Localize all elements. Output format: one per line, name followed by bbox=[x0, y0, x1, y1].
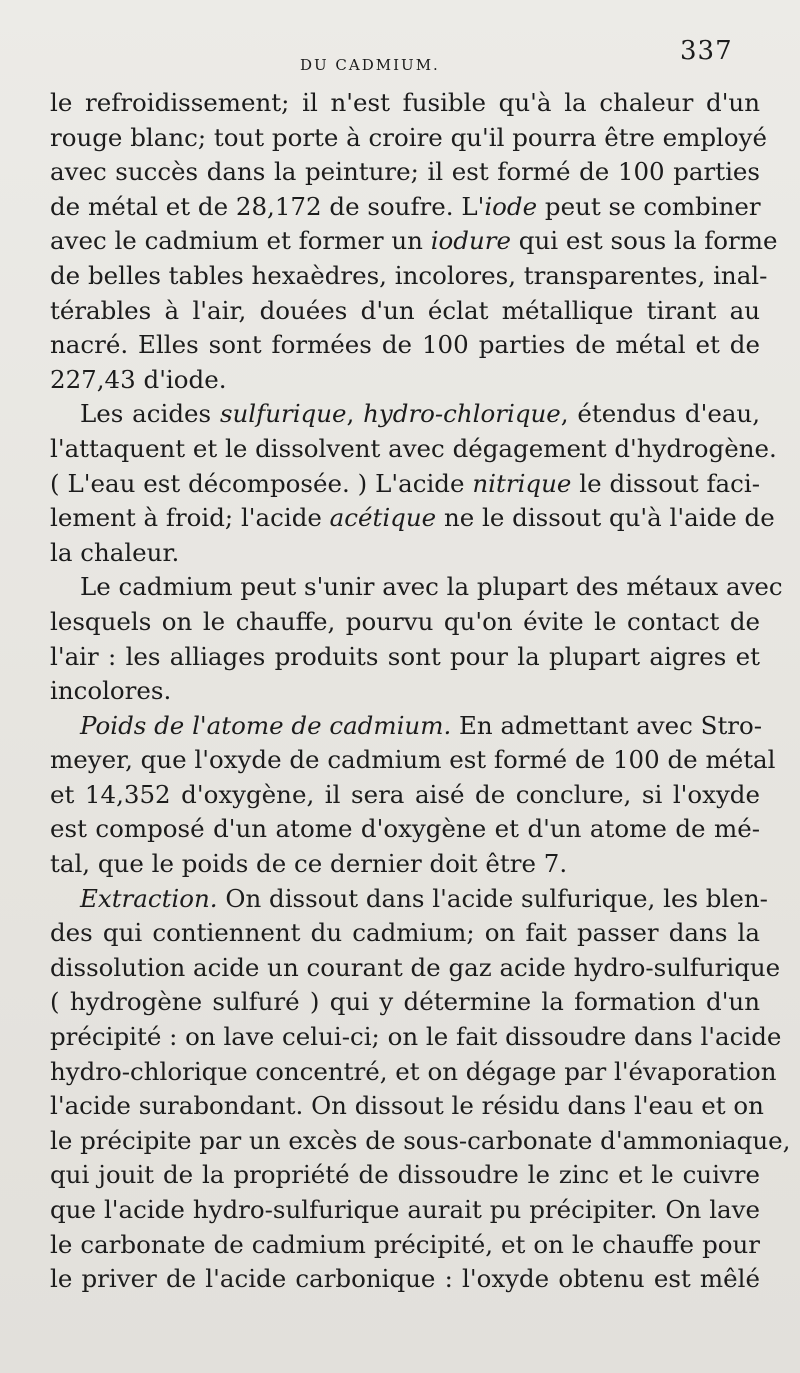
text-run: incolores. bbox=[50, 676, 172, 706]
text-run: lesquels on le chauffe, pourvu qu'on évite le contact de bbox=[50, 606, 760, 636]
text-line bbox=[50, 1228, 760, 1263]
text-run: peut se combiner bbox=[537, 191, 761, 221]
text-line bbox=[50, 501, 775, 536]
italic-text: hydro-chlorique bbox=[363, 399, 561, 429]
text-run: qui jouit de la propriété de dissoudre le zinc et le cuivre bbox=[50, 1160, 760, 1190]
text-line bbox=[50, 536, 760, 571]
text-run: hydro-chlorique concentré, et on dégage par l'évaporation bbox=[50, 1056, 777, 1086]
text-run: qui est sous la forme bbox=[510, 226, 778, 256]
text-line bbox=[50, 294, 760, 329]
page-number: 337 bbox=[680, 36, 733, 66]
italic-text: iodure bbox=[430, 226, 511, 256]
text-line bbox=[50, 847, 760, 882]
text-run: la chaleur. bbox=[50, 537, 180, 567]
text-run: , étendus d'eau, bbox=[560, 399, 761, 429]
text-line bbox=[50, 674, 760, 709]
text-run: rouge blanc; tout porte à croire qu'il pourra être employé bbox=[50, 122, 767, 152]
text-line bbox=[50, 121, 767, 156]
text-line bbox=[50, 985, 760, 1020]
text-line bbox=[50, 224, 778, 259]
text-run: avec succès dans la peinture; il est formé de 100 parties bbox=[50, 157, 760, 187]
text-line bbox=[50, 1124, 791, 1159]
text-run: Les acides bbox=[80, 399, 220, 429]
text-line bbox=[50, 397, 760, 432]
text-line bbox=[50, 778, 760, 813]
italic-text: acétique bbox=[329, 503, 437, 533]
text-line bbox=[50, 570, 783, 605]
text-run: le refroidissement; il n'est fusible qu'à la chaleur d'un bbox=[50, 88, 760, 117]
text-line bbox=[50, 328, 760, 363]
text-line bbox=[50, 916, 760, 951]
text-run: le priver de l'acide carbonique : l'oxyde obtenu est mêlé bbox=[50, 1264, 760, 1294]
text-run: des qui contiennent du cadmium; on fait passer dans la bbox=[50, 918, 760, 948]
text-run: précipité : on lave celui-ci; on le fait dissoudre dans l'acide bbox=[50, 1022, 782, 1052]
text-run: dissolution acide un courant de gaz acide hydro-sulfurique bbox=[50, 952, 781, 982]
text-run: de belles tables hexaèdres, incolores, transparentes, inal- bbox=[50, 260, 768, 290]
text-run: tal, que le poids de ce dernier doit être 7. bbox=[50, 849, 568, 879]
running-head: DU CADMIUM. bbox=[300, 56, 440, 74]
text-line bbox=[50, 1089, 764, 1124]
text-run: le dissout faci- bbox=[571, 468, 760, 498]
text-run: On dissout dans l'acide sulfurique, les blen- bbox=[217, 883, 768, 913]
text-run: avec le cadmium et former un bbox=[50, 226, 431, 256]
italic-text: sulfurique bbox=[219, 399, 347, 429]
text-line bbox=[50, 812, 760, 847]
text-run: térables à l'air, douées d'un éclat métallique tirant au bbox=[50, 295, 760, 325]
text-line bbox=[50, 467, 760, 502]
text-line bbox=[50, 951, 781, 986]
text-run: de métal et de 28,172 de soufre. L' bbox=[50, 191, 485, 221]
text-run: 227,43 d'iode. bbox=[50, 364, 227, 394]
text-line bbox=[50, 1193, 760, 1228]
text-run: nacré. Elles sont formées de 100 parties de métal et de bbox=[50, 330, 760, 360]
text-line bbox=[50, 709, 763, 744]
text-line bbox=[50, 432, 777, 467]
text-run: le carbonate de cadmium précipité, et on le chauffe pour bbox=[50, 1229, 760, 1259]
text-line bbox=[50, 1055, 777, 1090]
text-line bbox=[50, 1262, 760, 1297]
text-run: que l'acide hydro-sulfurique aurait pu précipiter. On lave bbox=[50, 1195, 760, 1224]
text-line bbox=[50, 640, 760, 675]
text-line bbox=[50, 190, 760, 225]
text-run: , bbox=[346, 399, 364, 429]
text-line bbox=[50, 605, 760, 640]
italic-text: Poids de l'atome de cadmium. bbox=[80, 710, 452, 740]
text-run: l'acide surabondant. On dissout le résidu dans l'eau et on bbox=[50, 1091, 764, 1121]
text-line bbox=[50, 363, 760, 398]
text-line bbox=[50, 259, 768, 294]
text-line bbox=[50, 743, 776, 778]
text-line bbox=[50, 1158, 760, 1193]
italic-text: Extraction. bbox=[80, 883, 218, 913]
text-run: le précipite par un excès de sous-carbonate d'ammoniaque, bbox=[50, 1125, 791, 1155]
text-run: ne le dissout qu'à l'aide de bbox=[436, 503, 775, 533]
text-run: et 14,352 d'oxygène, il sera aisé de conclure, si l'oxyde bbox=[50, 779, 760, 809]
text-line bbox=[50, 1020, 782, 1055]
text-line bbox=[50, 86, 760, 121]
text-run: lement à froid; l'acide bbox=[50, 503, 330, 533]
text-run: l'attaquent et le dissolvent avec dégagement d'hydrogène. bbox=[50, 433, 777, 463]
text-line bbox=[50, 882, 768, 917]
italic-text: nitrique bbox=[472, 468, 572, 498]
text-run: ( L'eau est décomposée. ) L'acide bbox=[50, 468, 473, 498]
text-run: ( hydrogène sulfuré ) qui y détermine la formation d'un bbox=[50, 987, 760, 1017]
italic-text: iode bbox=[484, 191, 538, 221]
text-run: est composé d'un atome d'oxygène et d'un atome de mé- bbox=[50, 814, 760, 844]
text-run: Le cadmium peut s'unir avec la plupart des métaux avec bbox=[80, 572, 783, 602]
body-text bbox=[50, 86, 791, 1297]
text-run: l'air : les alliages produits sont pour la plupart aigres et bbox=[50, 641, 760, 671]
text-line bbox=[50, 155, 760, 190]
text-run: En admettant avec Stro- bbox=[451, 710, 763, 740]
text-run: meyer, que l'oxyde de cadmium est formé de 100 de métal bbox=[50, 745, 776, 775]
